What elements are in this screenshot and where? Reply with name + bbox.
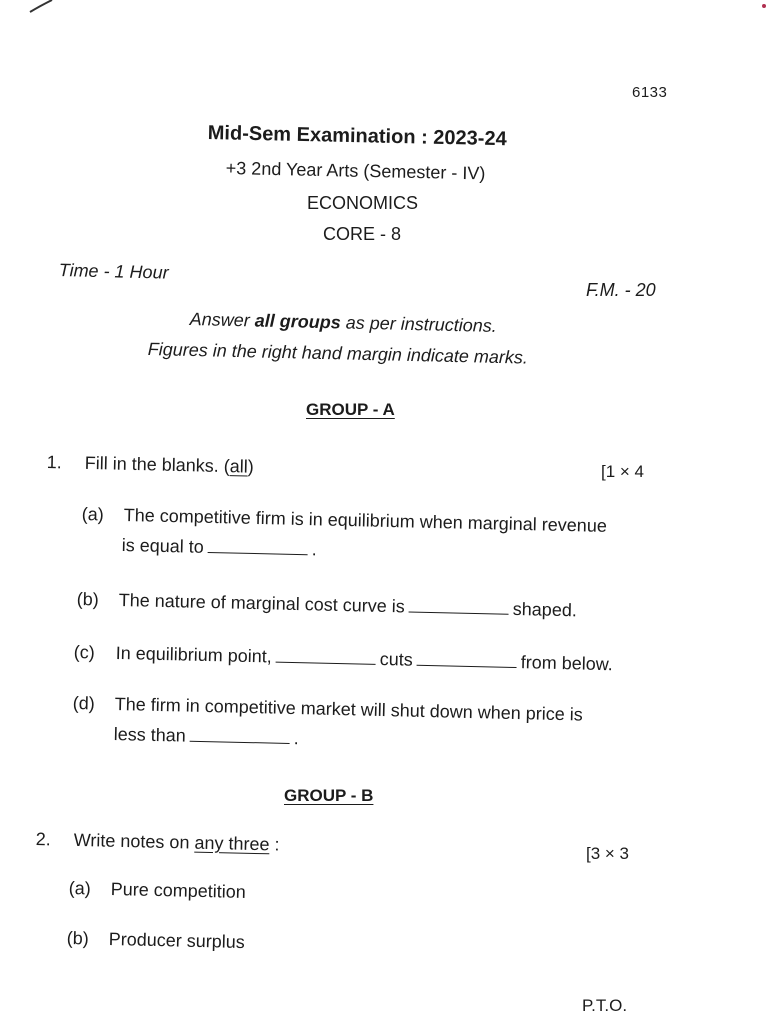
item-text: less than (113, 724, 187, 746)
item-text: The competitive firm is in equilibrium when marginal revenue (123, 504, 608, 536)
exam-title: Mid-Sem Examination : 2023-24 (207, 122, 507, 151)
question-1-marks: [1 × 4 (601, 462, 645, 481)
pen-mark (0, 0, 768, 30)
question-2b (67, 928, 246, 953)
item-label: (a) (81, 504, 104, 525)
item-label: (b) (76, 589, 99, 610)
paper-name: CORE - 8 (323, 224, 402, 244)
question-1d-cont (114, 724, 299, 749)
question-text: : (269, 834, 280, 855)
answer-blank (276, 648, 376, 665)
answer-blank (417, 651, 517, 668)
item-text: is equal to (121, 535, 205, 557)
exam-subtitle: +3 2nd Year Arts (Semester - IV) (225, 158, 486, 184)
item-text: shaped. (512, 598, 578, 621)
item-text: The firm in competitive market will shut down when price is (114, 693, 584, 725)
item-text: The nature of marginal cost curve is (118, 589, 406, 617)
item-text: In equilibrium point, (115, 642, 273, 667)
question-text: Fill in the blanks. ( (84, 452, 231, 477)
question-1c (74, 642, 613, 675)
item-text: from below. (520, 652, 614, 675)
instruction-emphasis: all groups (254, 310, 342, 333)
instruction-line-1 (190, 309, 498, 337)
question-1d (73, 693, 584, 726)
question-number: 2. (35, 829, 52, 850)
answer-blank (208, 538, 308, 555)
item-text: . (293, 728, 300, 749)
question-1a (82, 504, 608, 537)
question-text: Write notes on (73, 829, 195, 853)
group-a-heading: GROUP - A (306, 400, 395, 419)
item-label: (b) (66, 928, 89, 949)
page-turn-note: P.T.O. (582, 996, 628, 1015)
instruction-text: as per instructions. (340, 312, 498, 336)
question-2a (69, 878, 247, 903)
item-label: (d) (72, 693, 95, 714)
item-text: Producer surplus (108, 928, 246, 953)
question-emphasis: all (229, 456, 249, 477)
instruction-line-2: Figures in the right hand margin indicate marks. (147, 339, 529, 368)
question-1b (77, 589, 578, 621)
question-1 (47, 452, 255, 478)
paper-code: 6133 (632, 84, 668, 101)
question-emphasis: any three (194, 832, 270, 855)
item-text: cuts (379, 648, 414, 670)
answer-blank (190, 727, 290, 744)
item-label: (a) (68, 878, 91, 899)
group-b-heading: GROUP - B (284, 786, 374, 805)
full-marks: F.M. - 20 (586, 280, 656, 300)
question-2 (36, 829, 280, 856)
question-2-marks: [3 × 3 (586, 844, 630, 863)
question-number: 1. (46, 452, 63, 473)
item-label: (c) (73, 642, 95, 663)
subject-name: ECONOMICS (307, 193, 419, 213)
item-text: Pure competition (110, 878, 247, 903)
item-text: . (311, 539, 318, 560)
question-1a-cont (122, 535, 318, 560)
time-allowed: Time - 1 Hour (58, 260, 169, 283)
answer-blank (409, 598, 509, 615)
instruction-text: Answer (189, 309, 256, 331)
question-text: ) (247, 456, 255, 477)
